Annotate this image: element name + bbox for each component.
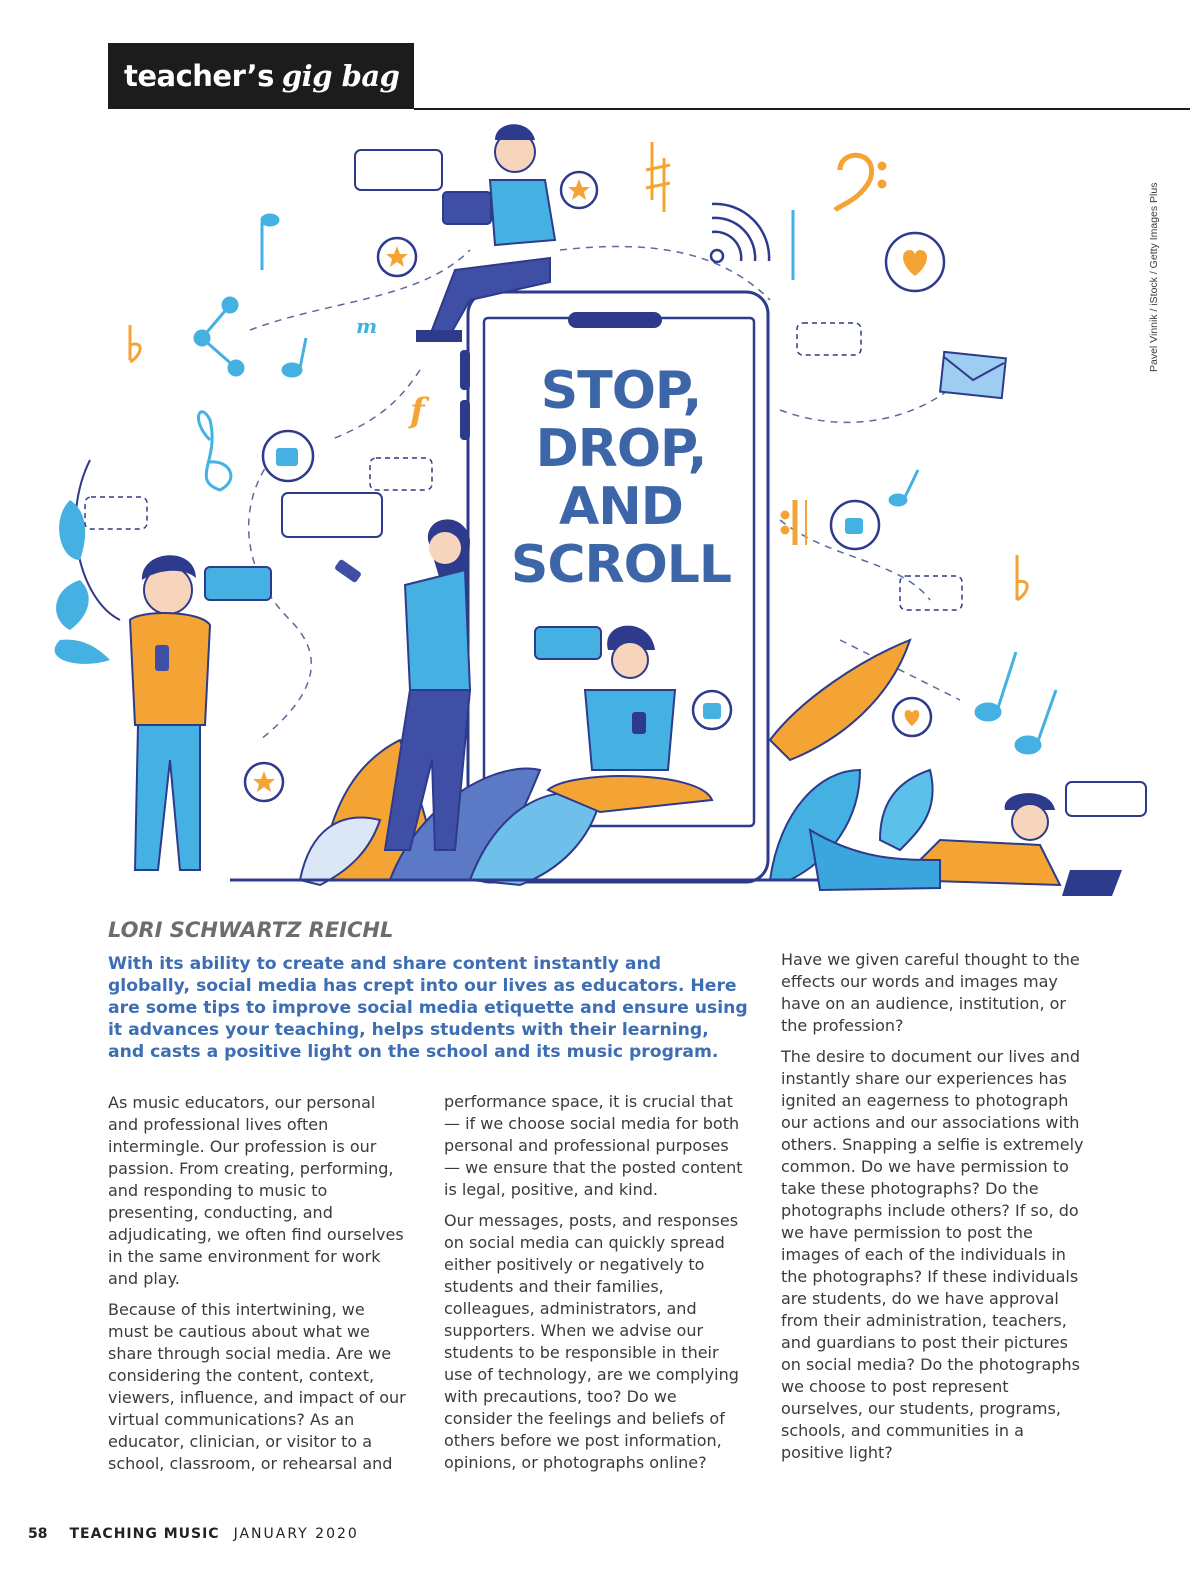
mezzo-symbol: m (356, 314, 378, 338)
headline (492, 362, 750, 594)
photo-credit: Pavel Vinnik / iStock / Getty Images Plus (1148, 182, 1160, 372)
body-paragraph: performance space, it is crucial that — if we choose social media for both personal and professional purposes — we ensure that the posted content is legal, positive, and kind. (444, 1092, 743, 1199)
body-column-2 (444, 1091, 749, 1483)
author-byline: LORI SCHWARTZ REICHL (108, 918, 394, 942)
issue-date: JANUARY 2020 (233, 1526, 359, 1542)
headline-line: SCROLL (510, 535, 732, 595)
article-intro: With its ability to create and share content instantly and globally, social media has crept into our lives as educators. Here are some tips to improve social media etiquette and ensure using it advances your teaching, helps students with their learning, and casts a positive light on the school and its music program. (108, 954, 748, 1062)
page-number: 58 (28, 1526, 48, 1542)
headline-line: STOP, (540, 361, 702, 421)
section-label-suffix: gig bag (281, 59, 400, 93)
share-icon (195, 298, 243, 375)
body-paragraph: As music educators, our personal and professional lives often intermingle. Our profession is our passion. From creating, performing, and responding to music to presenting, conducting, and adjudicating, we often find ourselves in the same environment for work and play. (108, 1093, 404, 1288)
magazine-title: TEACHING MUSIC (69, 1526, 220, 1542)
body-paragraph: Because of this intertwining, we must be cautious about what we share through social media. Are we considering the content, context, viewers, influence, and impact of our virtual communications? As an educator, clinician, or visitor to a school, classroom, or rehearsal and (108, 1300, 406, 1473)
section-label-prefix: teacher’s (124, 59, 274, 93)
forte-symbol: f (410, 391, 425, 431)
body-paragraph: Our messages, posts, and responses on social media can quickly spread either positively or negatively to students and their families, colleagues, administrators, and supporters. When we advise our students to be responsible in their use of technology, are we complying with precautions, too? Do we consider the feelings and beliefs of others before we post information, opinions, or photographs online? (444, 1211, 739, 1472)
wifi-icon (711, 204, 769, 262)
envelope-icon (940, 352, 1006, 398)
headline-line: DROP, (535, 419, 707, 479)
page-footer (28, 1526, 359, 1542)
person-orange-shirt (130, 555, 210, 870)
body-column-3 (781, 949, 1086, 1473)
body-paragraph: The desire to document our lives and instantly share our experiences has ignited an eagerness to photograph our actions and our associations with others. Snapping a selfie is extremely common. Do we have permission to take these photographs? Do the photographs include others? If so, do we have permission to post the images of each of the individuals in the photographs? If these individuals are students, do we have approval from their administration, teachers, and guardians to post their pictures on social media? Do the photographs we choose to post represent ourselves, our students, programs, schools, and communities in a positive light? (781, 1047, 1084, 1462)
body-paragraph: Have we given careful thought to the effects our words and images may have on an audience, institution, or the profession? (781, 950, 1080, 1035)
headline-line: AND (559, 477, 683, 537)
body-column-1 (108, 1092, 406, 1484)
